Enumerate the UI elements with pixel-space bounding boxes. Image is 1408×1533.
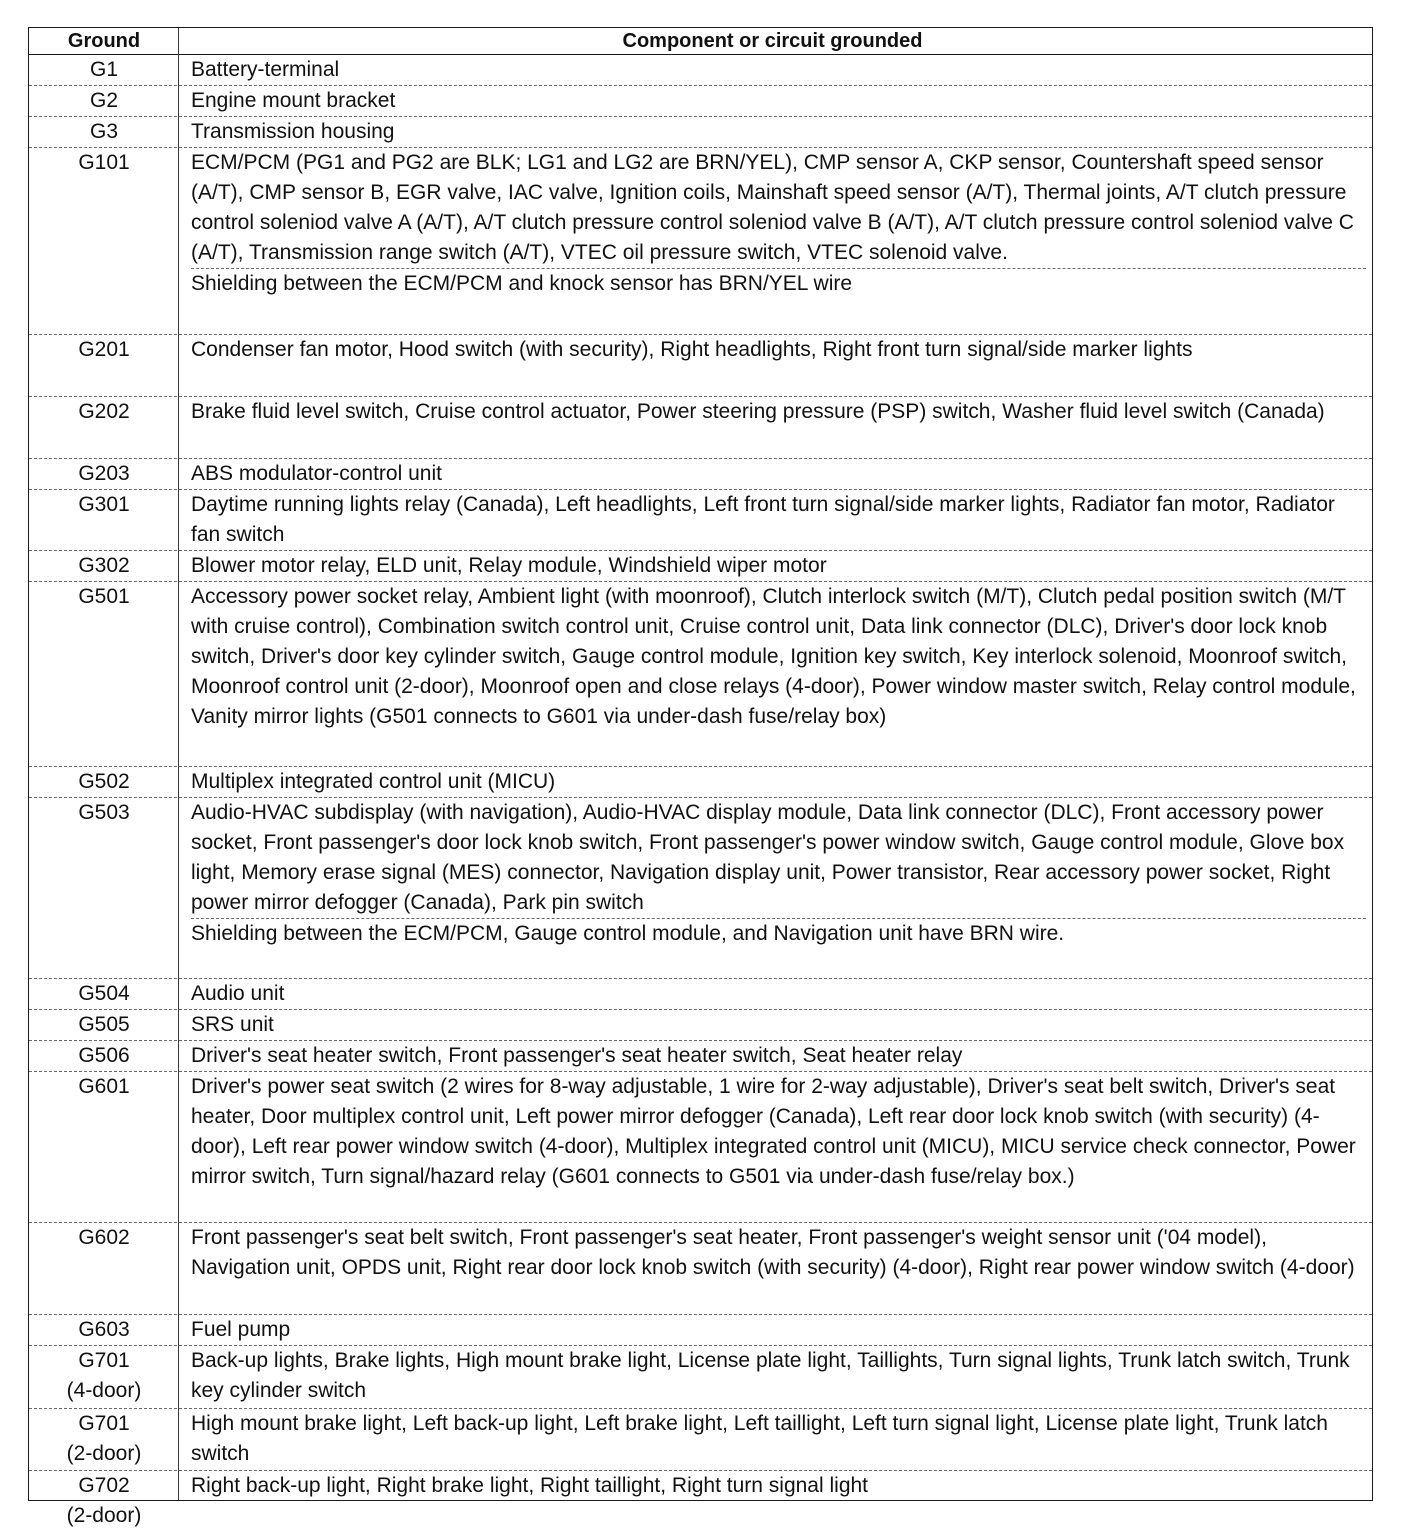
component-description [179,1315,1372,1345]
ground-id: G3 [89,120,118,143]
table-row [29,397,1372,459]
component-line: Accessory power socket relay, Ambient light (with moonroof), Clutch interlock switch (M/T), Clutch pedal position switch (M/T with cruise control), Combination switch control unit, Cruise control unit, Data link connector (DLC), Driver's door lock knob switch, Driver's door key cylinder switch, Gauge control module, Ignition key switch, Key interlock solenoid, Moonroof switch, Moonroof control unit (2-door), Moonroof open and close relays (4-door), Power window master switch, Relay control module, Vanity mirror lights (G501 connects to G601 via under-dash fuse/relay box) [191,585,1356,728]
component-description [179,86,1372,116]
table-row [29,1010,1372,1041]
ground-id: G701 (4-door) [66,1349,142,1402]
component-description [179,798,1372,978]
ground-id: G504 [78,982,130,1005]
ground-id: G603 [78,1318,130,1341]
ground-id: G701 (2-door) [66,1412,142,1465]
table-row [29,1315,1372,1346]
component-line: Shielding between the ECM/PCM and knock sensor has BRN/YEL wire [191,268,1366,299]
table-row [29,86,1372,117]
ground-id: G202 [78,400,130,423]
table-row [29,459,1372,490]
table-row [29,55,1372,86]
header-component: Component or circuit grounded [622,30,923,52]
ground-id: G502 [78,770,130,793]
table-row [29,1223,1372,1315]
component-description [179,459,1372,489]
table-row [29,582,1372,767]
component-line: Battery-terminal [191,58,340,81]
component-line: Transmission housing [191,120,395,143]
component-description [179,55,1372,85]
component-description [179,1346,1372,1408]
component-description [179,1471,1372,1533]
ground-id: G602 [78,1226,130,1249]
table-header-row [29,28,1372,55]
table-body [29,55,1372,1533]
table-row [29,551,1372,582]
table-row [29,1041,1372,1072]
component-description [179,582,1372,766]
ground-id: G1 [89,58,118,81]
table-row [29,1072,1372,1223]
component-description [179,551,1372,581]
ground-id: G2 [89,89,118,112]
component-line: Fuel pump [191,1318,291,1341]
component-line: Driver's seat heater switch, Front passenger's seat heater switch, Seat heater relay [191,1044,963,1067]
component-line: Audio unit [191,982,285,1005]
ground-id: G702 (2-door) [66,1474,142,1527]
ground-id: G506 [78,1044,130,1067]
ground-id: G301 [78,493,130,516]
component-description [179,148,1372,334]
component-line: Multiplex integrated control unit (MICU) [191,770,556,793]
component-description [179,1409,1372,1470]
ground-id: G203 [78,462,130,485]
table-row [29,1346,1372,1409]
ground-id: G601 [78,1075,130,1098]
column-divider [178,28,179,1500]
component-description [179,490,1372,550]
component-description [179,117,1372,147]
component-line: ECM/PCM (PG1 and PG2 are BLK; LG1 and LG2 are BRN/YEL), CMP sensor A, CKP sensor, Countershaft speed sensor (A/T), CMP sensor B, EGR valve, IAC valve, Ignition coils, Mainshaft speed sensor (A/T), Thermal joints, A/T clutch pressure control soleniod valve A (A/T), A/T clutch pressure control soleniod valve B (A/T), A/T clutch pressure control soleniod valve C (A/T), Transmission range switch (A/T), VTEC oil pressure switch, VTEC solenoid valve. [191,151,1354,264]
table-row [29,979,1372,1010]
ground-id: G201 [78,338,130,361]
component-description [179,1010,1372,1040]
component-description [179,1223,1372,1314]
component-line: Back-up lights, Brake lights, High mount brake light, License plate light, Taillights, Turn signal lights, Trunk latch switch, Trunk key cylinder switch [191,1349,1350,1402]
component-line: High mount brake light, Left back-up light, Left brake light, Left taillight, Left turn signal light, License plate light, Trunk latch switch [191,1412,1328,1465]
component-line: Brake fluid level switch, Cruise control actuator, Power steering pressure (PSP) switch, Washer fluid level switch (Canada) [191,400,1325,423]
component-description [179,979,1372,1009]
component-line: Audio-HVAC subdisplay (with navigation), Audio-HVAC display module, Data link connector (DLC), Front accessory power socket, Front passenger's door lock knob switch, Front passenger's power window switch, Gauge control module, Glove box light, Memory erase signal (MES) connector, Navigation display unit, Power transistor, Rear accessory power socket, Right power mirror defogger (Canada), Park pin switch [191,801,1345,914]
component-description [179,767,1372,797]
component-description [179,397,1372,458]
component-description [179,1041,1372,1071]
table-row [29,1409,1372,1471]
component-line: Engine mount bracket [191,89,396,112]
table-row [29,335,1372,397]
component-line: Daytime running lights relay (Canada), Left headlights, Left front turn signal/side marker lights, Radiator fan motor, Radiator fan switch [191,493,1335,546]
header-ground: Ground [67,30,141,52]
component-line: Front passenger's seat belt switch, Front passenger's seat heater, Front passenger's weight sensor unit ('04 model), Navigation unit, OPDS unit, Right rear door lock knob switch (with security) (4-door), Right rear power window switch (4-door) [191,1226,1355,1279]
ground-table [28,27,1373,1527]
ground-id: G101 [78,151,130,174]
component-description [179,335,1372,396]
component-line: Shielding between the ECM/PCM, Gauge control module, and Navigation unit have BRN wire. [191,918,1366,949]
component-description [179,1072,1372,1222]
component-line: Condenser fan motor, Hood switch (with security), Right headlights, Right front turn signal/side marker lights [191,338,1193,361]
table-row [29,148,1372,335]
ground-id: G302 [78,554,130,577]
table-row [29,117,1372,148]
component-line: Right back-up light, Right brake light, Right taillight, Right turn signal light [191,1474,869,1497]
component-line: Driver's power seat switch (2 wires for 8-way adjustable, 1 wire for 2-way adjustable), Driver's seat belt switch, Driver's seat heater, Door multiplex control unit, Left power mirror defogger (Canada), Left rear door lock knob switch (with security) (4-door), Left rear power window switch (4-door), Multiplex integrated control unit (MICU), MICU service check connector, Power mirror switch, Turn signal/hazard relay (G601 connects to G501 via under-dash fuse/relay box.) [191,1075,1356,1188]
table-row [29,490,1372,551]
component-line: SRS unit [191,1013,274,1036]
ground-id: G503 [78,801,130,824]
ground-id: G505 [78,1013,130,1036]
component-line: Blower motor relay, ELD unit, Relay module, Windshield wiper motor [191,554,827,577]
table-row [29,798,1372,979]
table-row [29,767,1372,798]
component-line: ABS modulator-control unit [191,462,442,485]
ground-id: G501 [78,585,130,608]
table-row [29,1471,1372,1533]
